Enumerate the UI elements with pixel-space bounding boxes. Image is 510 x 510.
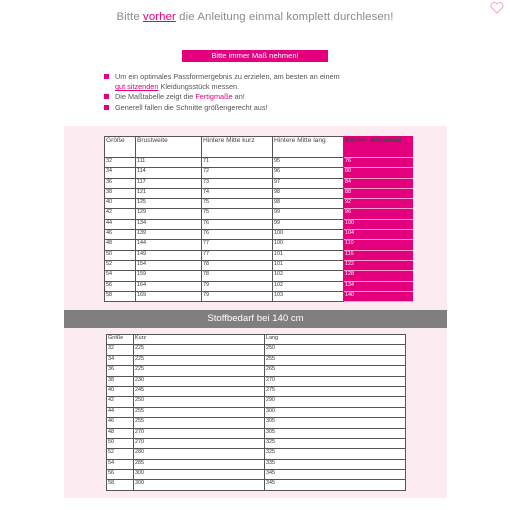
table-cell: 110 xyxy=(344,240,413,250)
bullet-3: Generell fallen die Schnitte größengerecht aus! xyxy=(115,102,268,112)
table-cell: 48 xyxy=(105,240,136,250)
table-cell: 225 xyxy=(134,345,265,355)
table-cell: 255 xyxy=(134,418,265,428)
column-header: Größe xyxy=(107,335,134,345)
table-cell: 285 xyxy=(134,459,265,469)
table-cell: 36 xyxy=(105,178,136,188)
table-row xyxy=(105,240,413,250)
table-row xyxy=(105,281,413,291)
table-cell: 101 xyxy=(273,260,344,270)
table-cell: 100 xyxy=(273,240,344,250)
table-cell: 77 xyxy=(202,240,273,250)
bullet-item xyxy=(104,92,340,102)
table-cell: 325 xyxy=(265,438,406,448)
table-row xyxy=(105,199,413,209)
table-cell: 40 xyxy=(105,199,136,209)
table-cell: 250 xyxy=(265,345,406,355)
table-cell: 56 xyxy=(105,281,136,291)
table-cell: 78 xyxy=(202,260,273,270)
table-cell: 58 xyxy=(107,480,134,490)
table-cell: 40 xyxy=(107,386,134,396)
table-row xyxy=(107,449,406,459)
column-header: Hintere Mitte kurz xyxy=(202,137,273,158)
table-row xyxy=(105,219,413,229)
table-row xyxy=(107,366,406,376)
table-cell: 56 xyxy=(107,470,134,480)
table-cell: 102 xyxy=(273,271,344,281)
table-row xyxy=(105,168,413,178)
table-cell: 52 xyxy=(105,260,136,270)
table-cell: 34 xyxy=(105,168,136,178)
bullet-1-line-1: Um ein optimales Passformergebnis zu erzielen, am besten an einem xyxy=(115,72,340,81)
table-cell: 104 xyxy=(344,230,413,240)
column-header: Körper- Brustmaß xyxy=(344,137,413,158)
table-cell: 128 xyxy=(344,271,413,281)
table-cell: 38 xyxy=(107,376,134,386)
table-cell: 79 xyxy=(202,291,273,301)
table-cell: 139 xyxy=(136,230,202,240)
bullet-square-icon xyxy=(104,74,109,79)
table-cell: 50 xyxy=(107,438,134,448)
bullet-item xyxy=(104,72,340,92)
table-cell: 52 xyxy=(107,449,134,459)
table-cell: 300 xyxy=(134,470,265,480)
table-row xyxy=(105,158,413,168)
table-cell: 122 xyxy=(344,260,413,270)
table-row xyxy=(107,480,406,490)
bullet-list xyxy=(104,72,340,113)
table-cell: 114 xyxy=(136,168,202,178)
table-cell: 169 xyxy=(136,291,202,301)
table-cell: 79 xyxy=(202,281,273,291)
table-cell: 230 xyxy=(134,376,265,386)
column-header: Größe xyxy=(105,137,136,158)
table-cell: 97 xyxy=(273,178,344,188)
table-cell: 42 xyxy=(107,397,134,407)
table-row xyxy=(107,386,406,396)
table-cell: 134 xyxy=(344,281,413,291)
table-cell: 225 xyxy=(134,355,265,365)
table-row xyxy=(107,407,406,417)
table-cell: 250 xyxy=(134,397,265,407)
page-title xyxy=(0,11,510,23)
table-cell: 265 xyxy=(265,366,406,376)
table-cell: 92 xyxy=(344,199,413,209)
table-row xyxy=(107,397,406,407)
table-cell: 149 xyxy=(136,250,202,260)
table-cell: 75 xyxy=(202,199,273,209)
table-row xyxy=(107,418,406,428)
table-cell: 290 xyxy=(265,397,406,407)
table-cell: 73 xyxy=(202,178,273,188)
column-header: Lang xyxy=(265,335,406,345)
table-cell: 32 xyxy=(107,345,134,355)
table-cell: 44 xyxy=(105,219,136,229)
table-cell: 98 xyxy=(273,188,344,198)
table-cell: 76 xyxy=(344,158,413,168)
fabric-requirement-bar: Stoffbedarf bei 140 cm xyxy=(64,310,447,328)
table-cell: 54 xyxy=(107,459,134,469)
table-cell: 58 xyxy=(105,291,136,301)
table-row xyxy=(107,345,406,355)
table-cell: 88 xyxy=(344,188,413,198)
table-row xyxy=(107,355,406,365)
table-cell: 103 xyxy=(273,291,344,301)
table-cell: 46 xyxy=(107,418,134,428)
table-cell: 164 xyxy=(136,281,202,291)
table-cell: 100 xyxy=(344,219,413,229)
table-cell: 72 xyxy=(202,168,273,178)
table-cell: 325 xyxy=(265,449,406,459)
table-row xyxy=(105,271,413,281)
table-row xyxy=(105,291,413,301)
table-row xyxy=(107,459,406,469)
table-cell: 76 xyxy=(202,219,273,229)
table-cell: 80 xyxy=(344,168,413,178)
table-cell: 50 xyxy=(105,250,136,260)
table-row xyxy=(107,470,406,480)
bullet-1-line-2: Kleidungsstück messen. xyxy=(158,82,240,92)
bullet-square-icon xyxy=(104,94,109,99)
table-cell: 159 xyxy=(136,271,202,281)
bullet-1-highlight: gut sitzenden xyxy=(115,82,159,92)
table-cell: 84 xyxy=(344,178,413,188)
table-header-row xyxy=(107,335,406,345)
table-cell: 48 xyxy=(107,428,134,438)
table-cell: 305 xyxy=(265,428,406,438)
table-cell: 102 xyxy=(273,281,344,291)
bullet-square-icon xyxy=(104,105,109,110)
table-row xyxy=(105,209,413,219)
table-cell: 255 xyxy=(265,355,406,365)
table-cell: 71 xyxy=(202,158,273,168)
table-cell: 76 xyxy=(202,230,273,240)
table-cell: 116 xyxy=(344,250,413,260)
table-cell: 98 xyxy=(273,199,344,209)
table-cell: 270 xyxy=(265,376,406,386)
table-cell: 117 xyxy=(136,178,202,188)
fabric-table xyxy=(106,334,406,491)
table-cell: 99 xyxy=(273,219,344,229)
column-header: Kurz xyxy=(134,335,265,345)
table-row xyxy=(107,376,406,386)
table-cell: 101 xyxy=(273,250,344,260)
table-cell: 270 xyxy=(134,438,265,448)
table-cell: 300 xyxy=(134,480,265,490)
table-cell: 111 xyxy=(136,158,202,168)
table-cell: 125 xyxy=(136,199,202,209)
table-cell: 154 xyxy=(136,260,202,270)
table-cell: 255 xyxy=(134,407,265,417)
size-table xyxy=(104,136,413,302)
bullet-2-before: Die Maßtabelle zeigt die xyxy=(115,92,196,102)
table-cell: 335 xyxy=(265,459,406,469)
table-cell: 75 xyxy=(202,209,273,219)
table-cell: 345 xyxy=(265,480,406,490)
table-cell: 129 xyxy=(136,209,202,219)
table-cell: 54 xyxy=(105,271,136,281)
table-cell: 38 xyxy=(105,188,136,198)
table-cell: 140 xyxy=(344,291,413,301)
bullet-2-highlight: Fertigmaße xyxy=(195,92,233,102)
table-cell: 100 xyxy=(273,230,344,240)
table-cell: 305 xyxy=(265,418,406,428)
table-cell: 270 xyxy=(134,428,265,438)
table-cell: 77 xyxy=(202,250,273,260)
column-header: Hintere Mitte lang xyxy=(273,137,344,158)
column-header: Brustweite xyxy=(136,137,202,158)
table-cell: 99 xyxy=(273,209,344,219)
table-header-row xyxy=(105,137,413,158)
table-cell: 96 xyxy=(344,209,413,219)
table-row xyxy=(105,188,413,198)
table-cell: 74 xyxy=(202,188,273,198)
bullet-2-after: an! xyxy=(232,92,245,102)
title-before: Bitte xyxy=(116,11,144,23)
title-highlight: vorher xyxy=(143,11,176,23)
table-cell: 42 xyxy=(105,209,136,219)
table-cell: 36 xyxy=(107,366,134,376)
table-cell: 225 xyxy=(134,366,265,376)
table-row xyxy=(107,438,406,448)
table-cell: 144 xyxy=(136,240,202,250)
table-cell: 134 xyxy=(136,219,202,229)
table-cell: 44 xyxy=(107,407,134,417)
table-row xyxy=(107,428,406,438)
table-row xyxy=(105,178,413,188)
table-row xyxy=(105,260,413,270)
table-cell: 34 xyxy=(107,355,134,365)
table-cell: 121 xyxy=(136,188,202,198)
table-cell: 245 xyxy=(134,386,265,396)
table-cell: 32 xyxy=(105,158,136,168)
bullet-item xyxy=(104,103,340,113)
table-cell: 345 xyxy=(265,470,406,480)
table-cell: 78 xyxy=(202,271,273,281)
table-cell: 275 xyxy=(265,386,406,396)
table-cell: 300 xyxy=(265,407,406,417)
measure-banner: Bitte immer Maß nehmen! xyxy=(182,50,328,62)
table-cell: 46 xyxy=(105,230,136,240)
table-cell: 280 xyxy=(134,449,265,459)
table-cell: 96 xyxy=(273,168,344,178)
title-after: die Anleitung einmal komplett durchlesen! xyxy=(175,11,394,23)
table-row xyxy=(105,250,413,260)
table-cell: 95 xyxy=(273,158,344,168)
table-row xyxy=(105,230,413,240)
